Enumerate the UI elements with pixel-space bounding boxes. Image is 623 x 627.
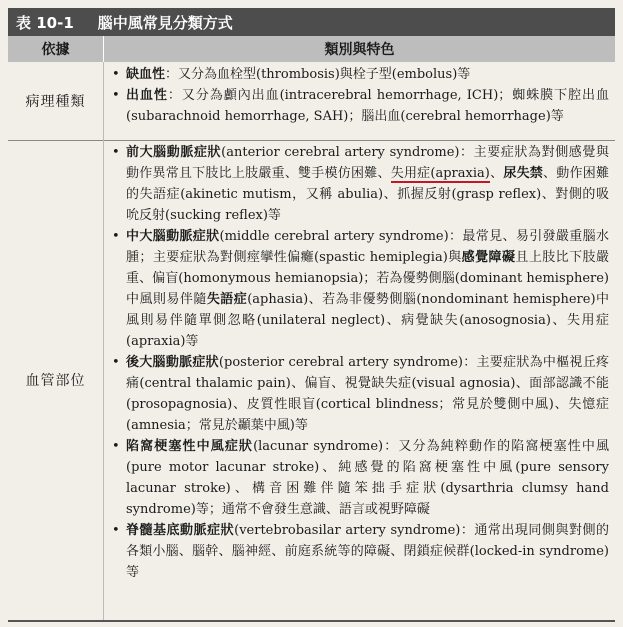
- list-item: [112, 226, 609, 352]
- bullet-icon: •: [112, 229, 120, 244]
- item-term: 前大腦動脈症狀: [126, 145, 222, 160]
- bullet-icon: •: [112, 88, 120, 103]
- table-row-pathology: [8, 62, 615, 141]
- list-item: [112, 436, 609, 520]
- item-term: 陷窩梗塞性中風症狀: [126, 439, 254, 454]
- bullet-icon: •: [112, 439, 120, 454]
- item-term: 後大腦動脈症狀: [126, 355, 219, 370]
- item-term: 出血性: [126, 88, 168, 103]
- item-text: (anterior cerebral artery syndrome)：主要症狀為對側感覺與動作異常且下肢比上肢嚴重、雙手模仿困難、: [126, 145, 609, 181]
- item-term: 中大腦動脈症狀: [126, 229, 220, 244]
- header-category: 類別與特色: [324, 42, 395, 58]
- list-item: [112, 520, 609, 583]
- header-basis: 依據: [8, 36, 104, 62]
- item-text: 、: [489, 166, 504, 181]
- table-title: 腦中風常見分類方式: [97, 13, 233, 32]
- row-content: [104, 140, 615, 620]
- row-basis-label: 病理種類: [8, 62, 104, 140]
- item-bold-term: 感覺障礙: [461, 250, 516, 265]
- item-text: 且上肢比下肢嚴重、偏盲(homonymous hemianopsia)；若為優勢側腦(dominant hemisphere)中風則易伴隨: [126, 250, 609, 307]
- list-item: [112, 64, 609, 85]
- item-text: (aphasia)、若為非優勢側腦(nondominant hemisphere)中風則易伴隨單側忽略(unilateral neglect)、病覺缺失(anosognosia)、失用症(apraxia)等: [126, 292, 609, 349]
- item-term: 缺血性: [126, 67, 166, 82]
- item-text: (posterior cerebral artery syndrome)：主要症狀為中樞視丘疼痛(central thalamic pain)、偏盲、視覺缺失症(visual agnosia)、面部認識不能(prosopagnosia)、皮質性眼盲(cortical blindness；常見於雙側中風)、失憶症(amnesia；常見於顳葉中風)等: [126, 355, 609, 433]
- table-row-vessel: [8, 140, 615, 620]
- bullet-icon: •: [112, 523, 120, 538]
- item-term: 脊髓基底動脈症狀: [126, 523, 235, 538]
- item-text: ：又分為血栓型(thrombosis)與栓子型(embolus)等: [165, 67, 471, 82]
- item-text: (middle cerebral artery syndrome)：最常見、易引發嚴重腦水腫；主要症狀為對側痙攣性偏癱(spastic hemiplegia)與: [126, 229, 609, 265]
- table-title-bar: [8, 8, 615, 36]
- row-basis-label: 血管部位: [8, 140, 104, 620]
- highlighted-apraxia: 失用症(apraxia): [390, 166, 490, 181]
- item-bold-term: 失語症: [206, 292, 248, 307]
- item-text: ：又分為顱內出血(intracerebral hemorrhage, ICH)；蜘蛛膜下腔出血(subarachnoid hemorrhage, SAH)；腦出血(cerebral hemorrhage)等: [126, 88, 609, 124]
- bullet-icon: •: [112, 355, 120, 370]
- table-bottom-rule: [8, 620, 615, 622]
- table-header: [8, 36, 615, 62]
- bullet-icon: •: [112, 145, 120, 160]
- list-item: [112, 85, 609, 127]
- list-item: [112, 142, 609, 226]
- list-item: [112, 352, 609, 436]
- item-text: 、動作困難的失語症(akinetic mutism，又稱 abulia)、抓握反射(grasp reflex)、對側的吸吮反射(sucking reflex)等: [126, 166, 609, 223]
- item-bold-term: 尿失禁: [503, 166, 544, 181]
- table-number: 表 10-1: [16, 13, 74, 32]
- item-text: (vertebrobasilar artery syndrome)：通常出現同側與對側的各類小腦、腦幹、腦神經、前庭系統等的障礙、閉鎖症候群(locked-in syndrome)等: [126, 523, 609, 580]
- bullet-icon: •: [112, 67, 120, 82]
- row-content: [104, 62, 615, 140]
- item-text: (lacunar syndrome)：又分為純粹動作的陷窩梗塞性中風(pure motor lacunar stroke)、純感覺的陷窩梗塞性中風(pure sensory lacunar stroke)、構音困難伴隨笨拙手症狀(dysarthria clumsy hand syndrome)等；通常不會發生意識、語言或視野障礙: [126, 439, 609, 517]
